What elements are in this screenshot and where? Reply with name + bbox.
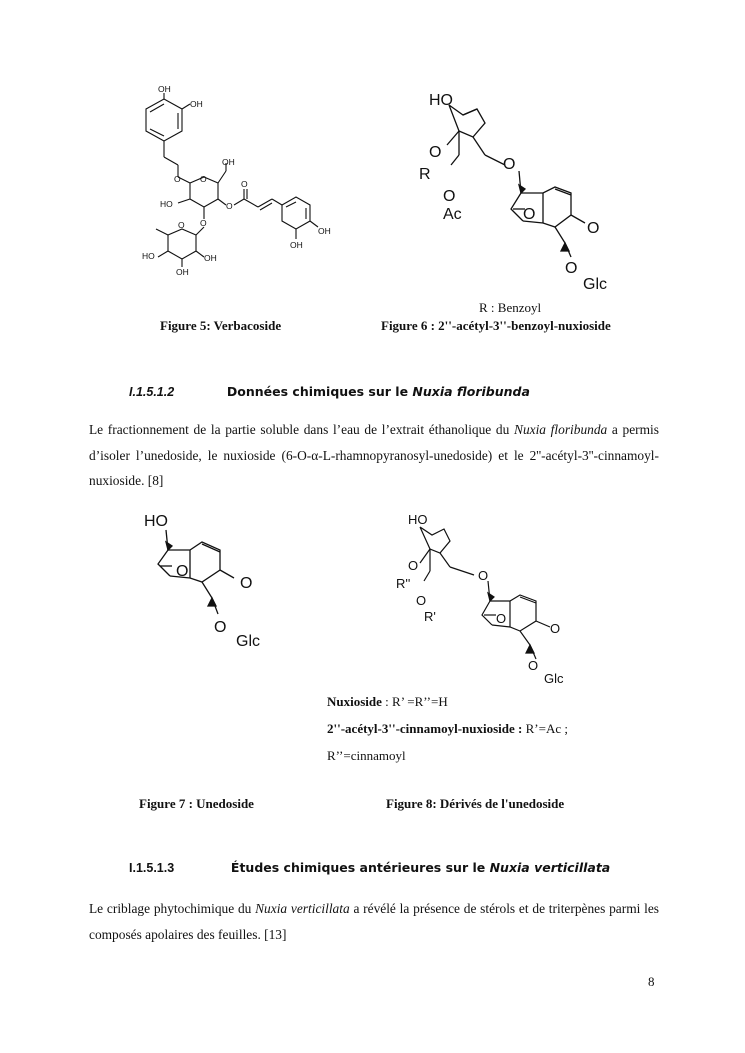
paragraph [89, 896, 659, 947]
figure-6-r-note: R : Benzoyl [479, 300, 542, 315]
fig8-label: O [528, 658, 539, 673]
figure-5-structure [120, 85, 340, 280]
section-title: Études chimiques antérieures sur le [230, 860, 490, 875]
section-title: Données chimiques sur le [226, 384, 413, 399]
paragraph-text: Le fractionnement de la partie soluble dans l’eau de l’extrait éthanolique du [89, 422, 515, 437]
paragraph [89, 417, 659, 494]
fig5-label: OH [204, 253, 217, 263]
fig6-label: Ac [443, 206, 462, 223]
legend-compound: 2''-acétyl-3''-cinnamoyl-nuxioside : [327, 721, 523, 736]
legend-line: R’’=cinnamoyl [327, 748, 406, 763]
fig5-label: HO [160, 199, 173, 209]
figure-7-caption: Figure 7 : Unedoside [139, 796, 254, 811]
fig8-label: HO [408, 512, 428, 527]
section-heading [129, 384, 530, 399]
fig8-label: O [496, 611, 507, 626]
fig8-label: R'' [396, 576, 411, 591]
legend-substituents: : R’ =R’’=H [381, 694, 448, 709]
fig5-label: OH [190, 99, 203, 109]
fig5-label: O [200, 218, 207, 228]
section-heading [129, 860, 610, 875]
fig6-label: O [523, 206, 536, 223]
fig7-label: HO [144, 513, 168, 530]
figure-6-caption: Figure 6 : 2''-acétyl-3''-benzoyl-nuxioside [381, 318, 611, 333]
fig8-label: Glc [544, 671, 564, 685]
figure-8-legend [327, 688, 568, 769]
section-number: I.1.5.1.3 [129, 861, 175, 875]
legend-line [327, 688, 568, 715]
legend-line [327, 715, 568, 742]
fig5-label: OH [318, 226, 331, 236]
fig6-label: O [429, 144, 442, 161]
figure-6-structure [415, 85, 615, 295]
fig5-label: O [200, 174, 207, 184]
fig5-label: OH [176, 267, 189, 277]
fig8-label: O [408, 558, 419, 573]
figure-8-caption: Figure 8: Dérivés de l'unedoside [386, 796, 565, 811]
figure-5-caption: Figure 5: Verbacoside [160, 318, 282, 333]
paragraph-italic: Nuxia floribunda [514, 422, 608, 437]
fig5-label: OH [222, 157, 235, 167]
legend-substituents: R’=Ac ; [522, 721, 568, 736]
fig6-label: Glc [583, 276, 607, 293]
fig8-label: R' [424, 609, 436, 624]
page-number: 8 [648, 974, 655, 989]
fig6-label: O [587, 220, 600, 237]
fig6-label: O [503, 156, 516, 173]
paragraph-italic: Nuxia verticillata [255, 901, 350, 916]
fig5-label: O [241, 179, 248, 189]
fig8-label: O [416, 593, 427, 608]
fig5-label: O [174, 174, 181, 184]
fig7-label: Glc [236, 633, 260, 650]
section-title-italic: Nuxia floribunda [412, 384, 530, 399]
section-title-italic: Nuxia verticillata [489, 860, 611, 875]
fig6-label: O [443, 188, 456, 205]
fig7-label: O [176, 563, 189, 580]
figure-8-structure [390, 505, 590, 685]
fig6-label: HO [429, 92, 453, 109]
fig6-label: R [419, 166, 431, 183]
paragraph-text: Le criblage phytochimique du [89, 901, 256, 916]
fig7-label: O [240, 575, 253, 592]
legend-compound: Nuxioside [327, 694, 382, 709]
fig5-label: O [178, 220, 185, 230]
fig5-label: OH [290, 240, 303, 250]
paragraph-text: a permis d’isoler l’unedoside, le nuxioside (6-O-α-L-rhamnopyranosyl-unedoside) et le 2''-acétyl-3''-cinnamoyl-nuxioside. [8] [89, 422, 659, 488]
fig5-label: O [226, 201, 233, 211]
fig8-label: O [478, 568, 489, 583]
paragraph-text: a révélé la présence de stérols et de triterpènes parmi les composés apolaires des feuilles. [13] [89, 901, 659, 942]
section-number: I.1.5.1.2 [129, 385, 175, 399]
fig5-label: HO [142, 251, 155, 261]
fig7-label: O [214, 619, 227, 636]
fig6-label: O [565, 260, 578, 277]
fig8-label: O [550, 621, 561, 636]
fig5-label: OH [158, 85, 171, 94]
figure-7-structure [138, 510, 278, 650]
